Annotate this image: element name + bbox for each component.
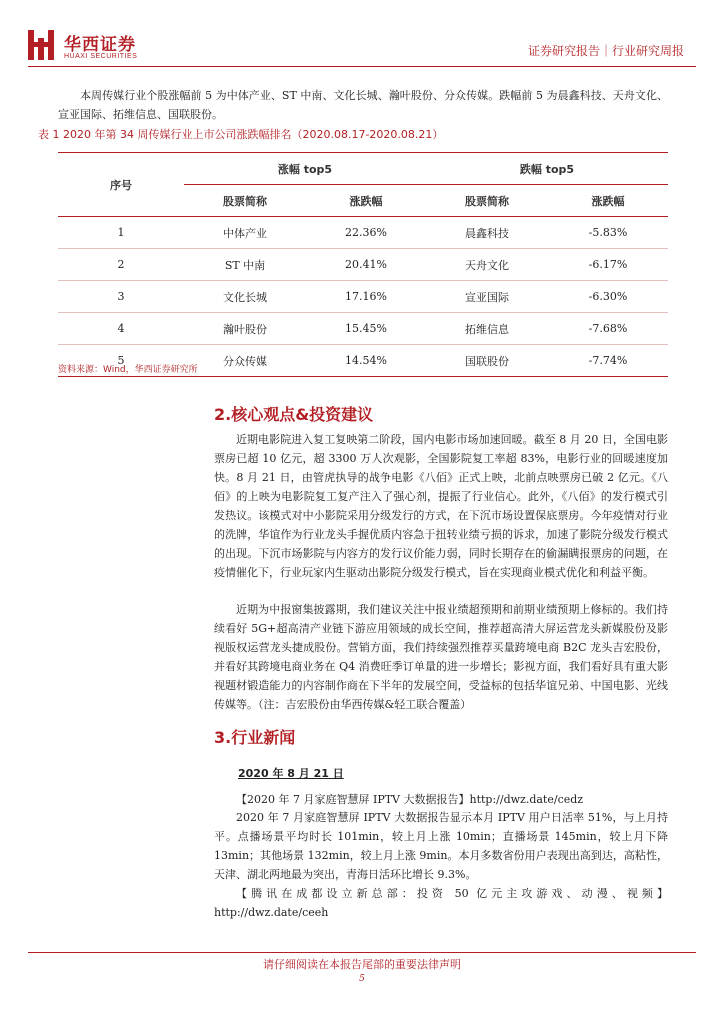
section-3-title: 3.行业新闻 bbox=[214, 728, 296, 747]
section-2-paragraph-1: 近期电影院进入复工复映第二阶段，国内电影市场加速回暖。截至 8 月 20 日，全国电影票房已超 10 亿元，超 3300 万人次观影，全国影院复工率超 83%，电影行业的回暖速度加快。8 月 21 日，由管虎执导的战争电影《八佰》正式上映，北前点映票房已破 2 亿元。《八佰》的上映为电影院复工复产注入了强心剂，提振了行业信心。此外，《八佰》的发行模式引发热议。该模式对中小影院采用分级发行的方式，在下沉市场设置保底票房。今年疫情对行业的洗牌，华谊作为行业龙头手握优质内容急于扭转业绩亏损的诉求，加速了影院分级发行模式的出现。下沉市场影院与内容方的发行议价能力弱，同时长期存在的偷漏瞒报票房的问题，在疫情催化下，行业玩家内生驱动出影院分级发行模式，旨在实现商业模式优化和利益平衡。 bbox=[214, 433, 668, 579]
news-2-title[interactable]: 【腾讯在成都设立新总部：投资 50 亿元主攻游戏、动漫、视频】http://dwz.date/ceeh bbox=[214, 887, 668, 919]
section-2-paragraph-2: 近期为中报窗集披露期，我们建议关注中报业绩超预期和前期业绩预期上修标的。我们持续看好 5G+超高清产业链下游应用领域的成长空间，推荐超高清大屏运营龙头新媒股份及影视版权运营龙头捷成股份。营销方面，我们持续强烈推荐买量跨境电商 B2C 龙头吉宏股份，并看好其跨境电商业务在 Q4 消费旺季订单量的进一步增长；影视方面，我们看好具有重大影视题材锻造能力的内容制作商在下半年的发展空间，受益标的包括华谊兄弟、中国电影、光线传媒等。（注：吉宏股份由华西传媒&轻工联合覆盖） bbox=[214, 603, 668, 711]
up-name-cell: 文化长城 bbox=[184, 281, 306, 313]
table-row bbox=[58, 313, 668, 345]
down-name-cell: 天舟文化 bbox=[426, 249, 548, 281]
up-change-cell: 17.16% bbox=[306, 281, 426, 313]
intro-paragraph: 本周传媒行业个股涨幅前 5 为中体产业、ST 中南、文化长城、瀚叶股份、分众传媒。跌幅前 5 为晨鑫科技、天舟文化、宣亚国际、拓维信息、国联股份。 bbox=[58, 89, 668, 121]
section-2-title: 2.核心观点&投资建议 bbox=[214, 405, 374, 424]
up-change-cell: 20.41% bbox=[306, 249, 426, 281]
table-source: 资料来源：Wind，华西证券研究所 bbox=[58, 365, 198, 375]
logo-text-en: HUAXI SECURITIES bbox=[64, 53, 138, 60]
rank-cell: 4 bbox=[58, 313, 184, 345]
page-number: 5 bbox=[359, 974, 365, 984]
up-name-cell: 中体产业 bbox=[184, 217, 306, 249]
table-row bbox=[58, 249, 668, 281]
col-rank-header: 序号 bbox=[58, 153, 184, 217]
rank-cell: 2 bbox=[58, 249, 184, 281]
up-name-cell: 分众传媒 bbox=[184, 345, 306, 377]
down-change-cell: -6.30% bbox=[548, 281, 668, 313]
up-name-cell: 瀚叶股份 bbox=[184, 313, 306, 345]
up-change-cell: 14.54% bbox=[306, 345, 426, 377]
down-name-cell: 国联股份 bbox=[426, 345, 548, 377]
huaxi-logo-icon bbox=[28, 28, 56, 62]
header-divider bbox=[28, 66, 696, 67]
report-type: 证券研究报告｜行业研究周报 bbox=[527, 44, 684, 58]
ranking-table bbox=[58, 152, 668, 377]
legal-notice: 请仔细阅读在本报告尾部的重要法律声明 bbox=[263, 958, 461, 971]
news-1-body: 2020 年 7 月家庭智慧屏 IPTV 大数据报告显示本月 IPTV 用户日活率 51%，与上月持平。点播场景平均时长 101min，较上月上涨 10min；直播场景 145min，较上月下降 13min；其他场景 132min，较上月上涨 9min。本月多数省份用户表现出高到达，高粘性，天津、湖北两地最为突出，青海日活环比增长 9.3%。 bbox=[214, 811, 668, 881]
col-up-change-header: 涨跌幅 bbox=[306, 185, 426, 217]
down-change-cell: -7.68% bbox=[548, 313, 668, 345]
news-1-title[interactable]: 【2020 年 7 月家庭智慧屏 IPTV 大数据报告】http://dwz.date/cedz bbox=[236, 793, 584, 806]
table-caption: 表 1 2020 年第 34 周传媒行业上市公司涨跌幅排名（2020.08.17-2020.08.21） bbox=[38, 128, 444, 141]
rank-cell: 5 bbox=[58, 345, 184, 377]
up-change-cell: 22.36% bbox=[306, 217, 426, 249]
group-down-header: 跌幅 top5 bbox=[426, 153, 668, 185]
footer-divider bbox=[28, 952, 696, 953]
up-change-cell: 15.45% bbox=[306, 313, 426, 345]
down-change-cell: -6.17% bbox=[548, 249, 668, 281]
down-name-cell: 晨鑫科技 bbox=[426, 217, 548, 249]
down-name-cell: 拓维信息 bbox=[426, 313, 548, 345]
up-name-cell: ST 中南 bbox=[184, 249, 306, 281]
col-down-change-header: 涨跌幅 bbox=[548, 185, 668, 217]
down-change-cell: -5.83% bbox=[548, 217, 668, 249]
group-up-header: 涨幅 top5 bbox=[184, 153, 426, 185]
rank-cell: 3 bbox=[58, 281, 184, 313]
rank-cell: 1 bbox=[58, 217, 184, 249]
table-row bbox=[58, 217, 668, 249]
news-date: 2020 年 8 月 21 日 bbox=[238, 767, 344, 780]
logo-text-cn: 华西证券 bbox=[64, 35, 136, 55]
table-row bbox=[58, 281, 668, 313]
col-up-name-header: 股票简称 bbox=[184, 185, 306, 217]
down-name-cell: 宣亚国际 bbox=[426, 281, 548, 313]
col-down-name-header: 股票简称 bbox=[426, 185, 548, 217]
down-change-cell: -7.74% bbox=[548, 345, 668, 377]
